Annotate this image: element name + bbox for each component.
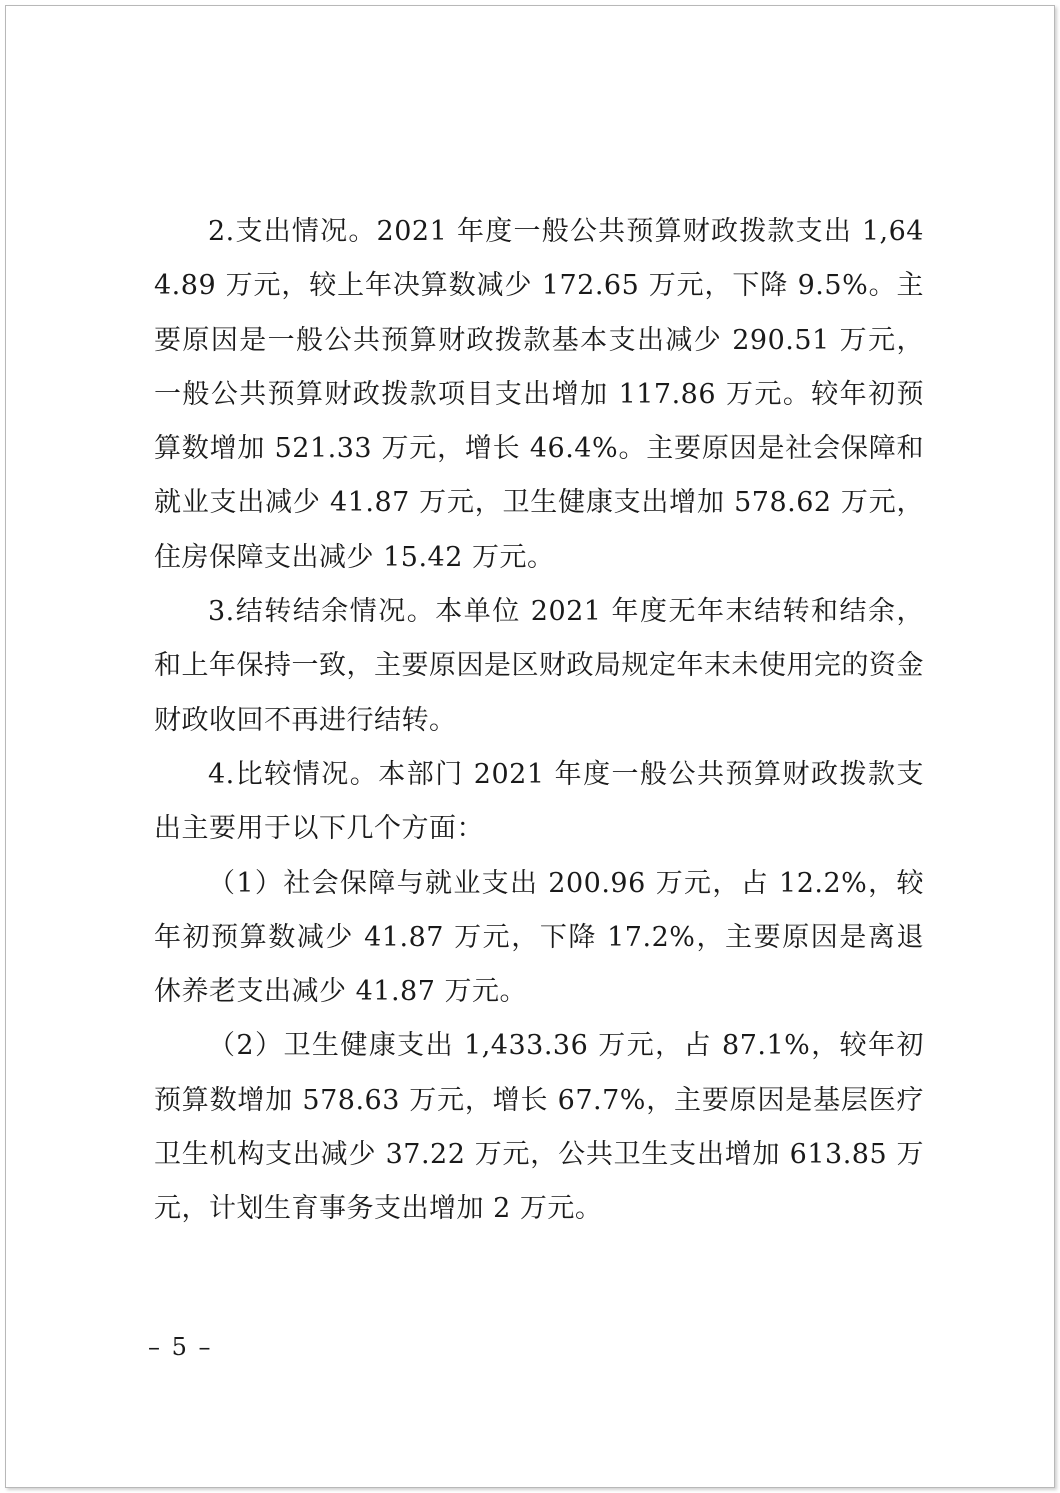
paragraph-comparison: 4.比较情况。本部门 2021 年度一般公共预算财政拨款支出主要用于以下几个方面： [154, 758, 924, 845]
document-body [154, 205, 924, 1237]
paragraph-carryover: 3.结转结余情况。本单位 2021 年度无年末结转和结余，和上年保持一致，主要原因是区财政局规定年末未使用完的资金财政收回不再进行结转。 [154, 596, 924, 736]
paragraph-social-security: （1）社会保障与就业支出 200.96 万元，占 12.2%，较年初预算数减少 41.87 万元，下降 17.2%，主要原因是离退休养老支出减少 41.87 万元。 [154, 867, 924, 1008]
page-number: – 5 – [148, 1333, 213, 1361]
document-page [5, 5, 1055, 1488]
paragraph-health: （2）卫生健康支出 1,433.36 万元，占 87.1%，较年初预算数增加 578.63 万元，增长 67.7%，主要原因是基层医疗卫生机构支出减少 37.22 万元，公共卫生支出增加 613.85 万元，计划生育事务支出增加 2 万元。 [154, 1030, 924, 1225]
paragraph-expenditure: 2.支出情况。2021 年度一般公共预算财政拨款支出 1,644.89 万元，较上年决算数减少 172.65 万元，下降 9.5%。主要原因是一般公共预算财政拨款基本支出减少 290.51 万元，一般公共预算财政拨款项目支出增加 117.86 万元。较年初预算数增加 521.33 万元，增长 46.4%。主要原因是社会保障和就业支出减少 41.87 万元，卫生健康支出增加 578.62 万元，住房保障支出减少 15.42 万元。 [154, 216, 924, 573]
